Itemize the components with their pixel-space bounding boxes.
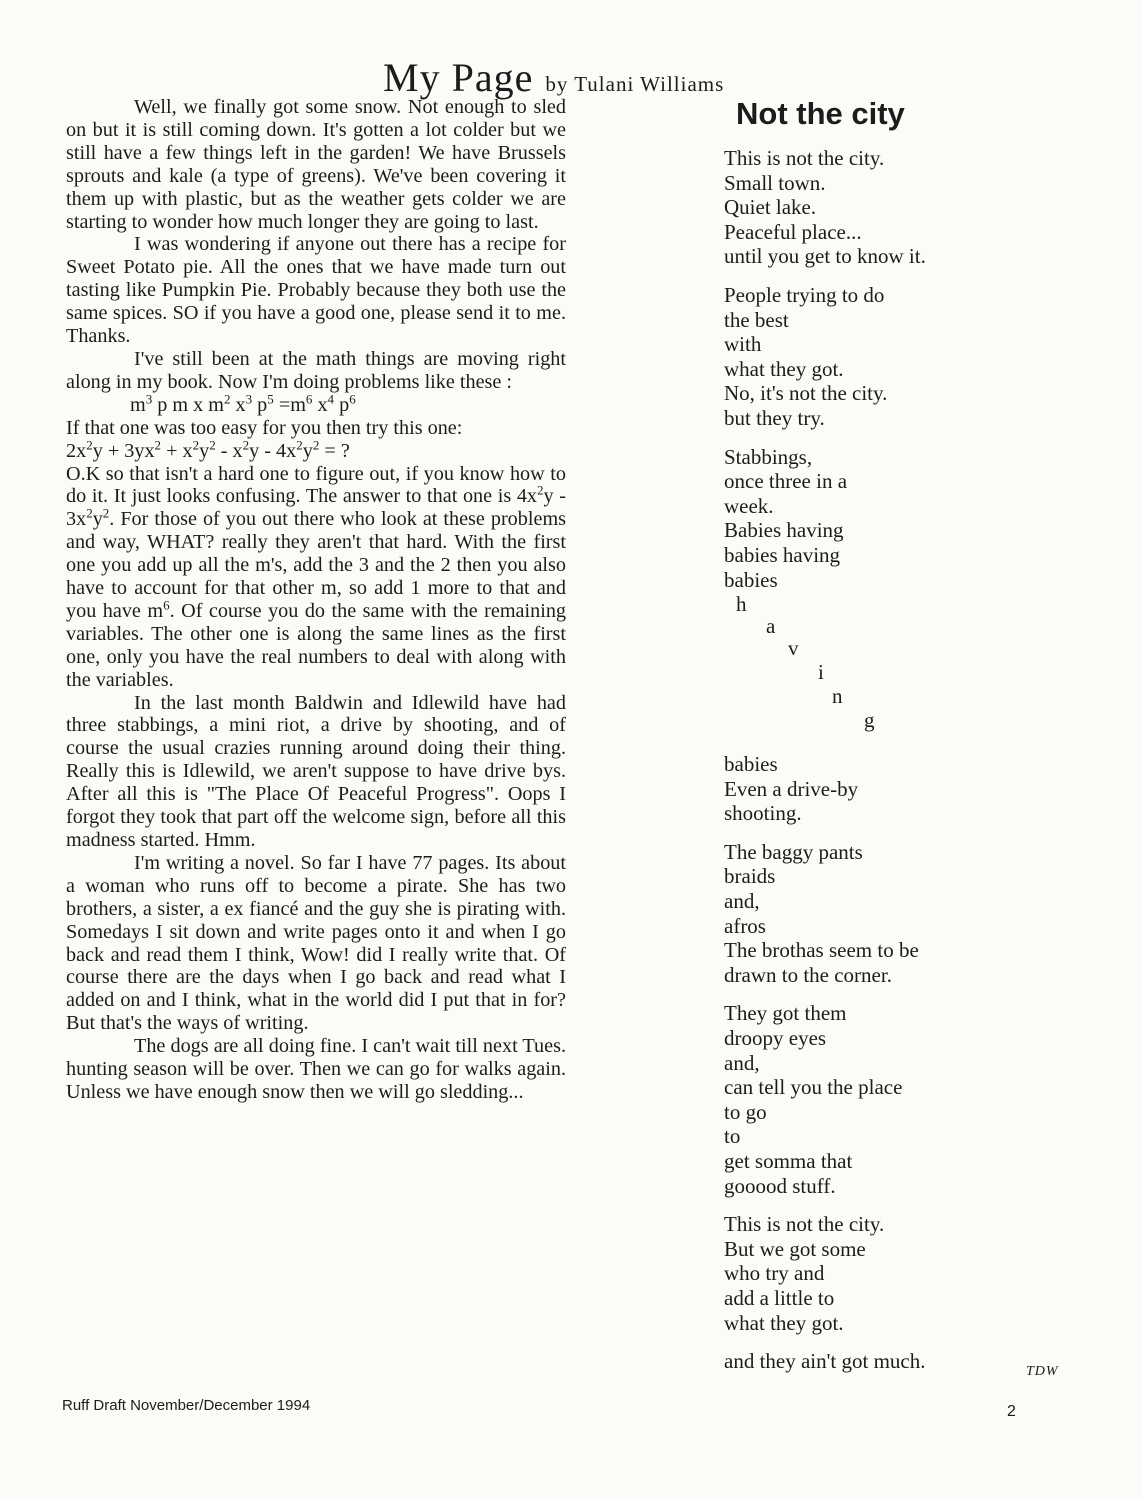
- article-paragraph: I've still been at the math things are moving right along in my book. Now I'm doing problems like these :: [66, 347, 566, 393]
- page-title: My Page: [383, 55, 534, 100]
- article-paragraph: In the last month Baldwin and Idlewild have had three stabbings, a mini riot, a drive by shooting, and of course the usual crazies running around doing their thing. Really this is Idlewild, we aren't suppose to have drive bys. After all this is "The Place Of Peaceful Progress". Oops I forgot they took that part off the welcome sign, before all this madness started. Hmm.: [66, 691, 566, 851]
- author-byline: by Tulani Williams: [545, 72, 725, 96]
- poem-line: The brothas seem to be: [724, 938, 919, 963]
- poem-line: Even a drive-by: [724, 776, 859, 801]
- poem-line: get somma that: [724, 1149, 853, 1173]
- poem-title: Not the city: [736, 96, 905, 131]
- publication-footer: Ruff Draft November/December 1994: [62, 1397, 311, 1414]
- cascade-letter: a: [766, 614, 776, 639]
- poem-line: This is not the city.: [724, 146, 885, 170]
- poem-line: but they try.: [724, 405, 825, 430]
- poem-line: Small town.: [724, 170, 826, 195]
- poem-line: babies: [724, 567, 778, 592]
- poem-line: to go: [724, 1099, 767, 1124]
- article-paragraph: If that one was too easy for you then try this one:: [66, 416, 463, 439]
- poem-line: to: [724, 1124, 741, 1149]
- poem-line: babies: [724, 752, 778, 777]
- article-paragraph: I was wondering if anyone out there has a recipe for Sweet Potato pie. All the ones that we have made turn out tasting like Pumpkin Pie. Probably because they both use the same spices. SO if you have a good one, please send it to me. Thanks.: [66, 233, 566, 348]
- poem-line: and,: [724, 889, 760, 914]
- author-initials: TDW: [1026, 1364, 1059, 1379]
- article-paragraph: Well, we finally got some snow. Not enough to sled on but it is still coming down. It's gotten a lot colder but we still have a few things left in the garden! We have Brussels sprouts and kale (a type of greens). We've been covering it them up with plastic, but as the weather gets colder we are starting to wonder how much longer they are going to last.: [66, 96, 566, 233]
- poem-line: gooood stuff.: [724, 1173, 836, 1198]
- poem-line: what they got.: [724, 1310, 844, 1335]
- poem-line: Quiet lake.: [724, 195, 817, 220]
- poem-line: what they got.: [724, 356, 844, 381]
- page-number: 2: [1007, 1403, 1016, 1420]
- article-column: [66, 96, 566, 1104]
- poem-line: afros: [724, 913, 766, 938]
- poem-line: The baggy pants: [724, 839, 863, 864]
- poem-stanza: [724, 445, 1104, 593]
- article-paragraph: The dogs are all doing fine. I can't wait till next Tues. hunting season will be over. Then we can go for walks again. Unless we have enough snow then we will go sledding...: [66, 1035, 566, 1103]
- poem-body: [724, 146, 1104, 1388]
- page-header: [383, 54, 724, 101]
- poem-line: can tell you the place: [724, 1075, 903, 1100]
- poem-line: the best: [724, 307, 789, 332]
- poem-line: until you get to know it.: [724, 244, 926, 269]
- poem-line: braids: [724, 864, 776, 889]
- poem-line: droopy eyes: [724, 1026, 827, 1051]
- article-paragraph: I'm writing a novel. So far I have 77 pages. Its about a woman who runs off to become a pirate. She has two brothers, a sister, a ex fiancé and the guy she is pirating with. Somedays I sit down and write pages onto it and when I go back and read them I think, Wow! did I really write that. Of course there are the days when I go back and read what I added on and I think, what in the world did I put that in for? But that's the ways of writing.: [66, 851, 566, 1035]
- poem-line: and,: [724, 1050, 760, 1075]
- poem-line: Peaceful place...: [724, 219, 862, 244]
- poem-line: who try and: [724, 1261, 825, 1286]
- article-paragraph: O.K so that isn't a hard one to figure out, if you know how to do it. It just looks confusing. The answer to that one is $4x^2y - 3x^2y^2$. For those of you out there who look at these problems and way, WHAT? really they aren't that hard. With the first one you add up all the m's, add the 3 and the 2 then you also have to account for that other m, so add 1 more to that and you have $m^6$. Of course you do the same with the remaining variables. The other one is along the same lines as the first one, only you have the real numbers to deal with along with the variables.: [66, 462, 567, 691]
- poem-line: add a little to: [724, 1285, 835, 1310]
- having-cascade: [724, 592, 1104, 752]
- poem-line: Stabbings,: [724, 444, 813, 469]
- poem-line: No, it's not the city.: [724, 381, 888, 406]
- poem-stanza: [724, 752, 1104, 826]
- math-equation-2: $2x^2y + 3yx^2 + x^2y^2 - x^2y - 4x^2y^2$ = ?: [66, 436, 350, 462]
- cascade-letter: i: [818, 660, 824, 685]
- poem-line: People trying to do: [724, 282, 885, 307]
- poem-line: They got them: [724, 1001, 847, 1026]
- cascade-letter: g: [864, 708, 875, 733]
- poem-line: babies having: [724, 542, 841, 567]
- poem-line: with: [724, 332, 762, 357]
- poem-stanza: [724, 1212, 1104, 1335]
- cascade-letter: v: [788, 636, 799, 661]
- math-equation-1: $m^3$ p m x $m^2$ $x^3$ $p^5 =m^6$ $x^4$ $p^6$: [130, 391, 356, 416]
- poem-line: shooting.: [724, 801, 802, 826]
- cascade-letter: h: [736, 592, 747, 617]
- poem-line: and they ain't got much.: [724, 1349, 926, 1374]
- poem-line: drawn to the corner.: [724, 962, 892, 987]
- cascade-letter: n: [832, 684, 843, 709]
- poem-line: But we got some: [724, 1236, 866, 1261]
- poem-line: once three in a: [724, 469, 848, 494]
- poem-line: week.: [724, 493, 774, 518]
- poem-stanza: [724, 283, 1104, 431]
- poem-line: This is not the city.: [724, 1212, 885, 1237]
- poem-stanza: [724, 146, 1104, 269]
- poem-stanza: [724, 840, 1104, 988]
- poem-stanza: [724, 1001, 1104, 1198]
- poem-line: Babies having: [724, 518, 844, 543]
